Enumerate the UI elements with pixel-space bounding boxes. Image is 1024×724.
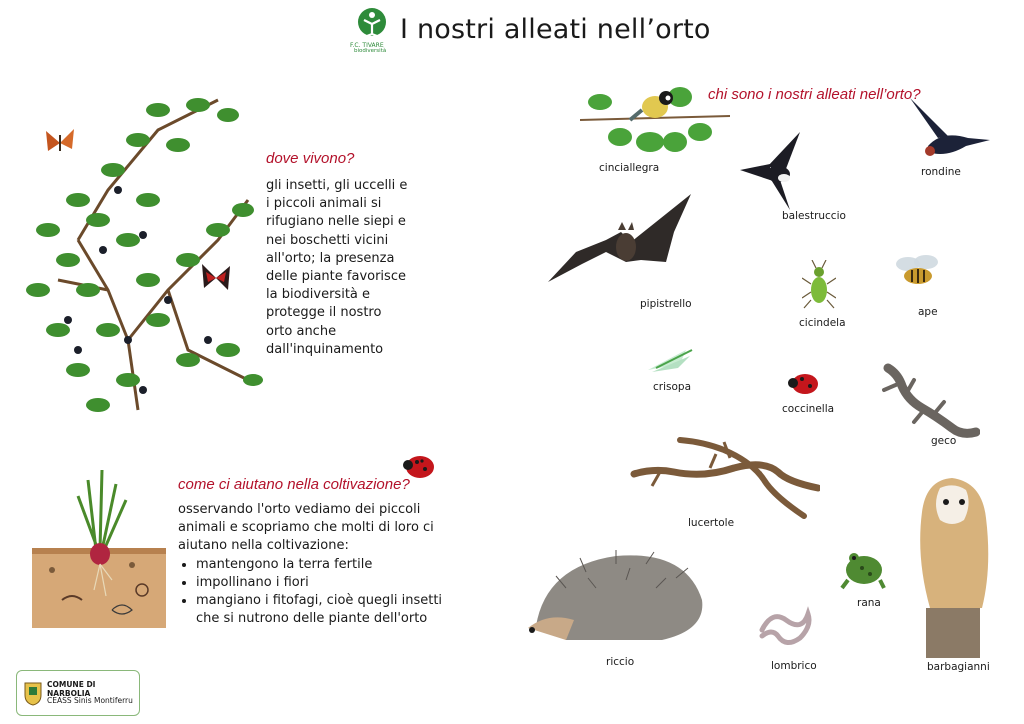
page-title: I nostri alleati nell’orto (400, 14, 711, 45)
rondine-illustration (908, 96, 992, 162)
allies-heading: chi sono i nostri alleati nell’orto? (708, 86, 921, 103)
help-paragraph (178, 501, 448, 628)
label-cinciallegra: cinciallegra (599, 162, 660, 174)
label-lombrico: lombrico (771, 660, 817, 672)
where-line: nei boschetti vicini (266, 232, 389, 248)
barbagianni-illustration (912, 474, 996, 658)
label-barbagianni: barbagianni (927, 661, 990, 673)
ape-illustration (892, 252, 944, 294)
where-line: i piccoli animali si (266, 196, 382, 212)
cinciallegra-illustration (580, 82, 730, 160)
help-line: animali e scopriamo che molti di loro ci (178, 520, 434, 536)
where-heading: dove vivono? (266, 150, 355, 167)
label-balestruccio: balestruccio (782, 210, 846, 222)
help-bullet: • mantengono la terra fertile (196, 556, 448, 574)
where-line: all'orto; la presenza (266, 250, 395, 266)
label-coccinella: coccinella (782, 403, 835, 415)
cicindela-illustration (802, 260, 836, 310)
coccinella-illustration (786, 370, 822, 396)
label-pipistrello: pipistrello (640, 298, 692, 310)
soil-plant-illustration (32, 470, 166, 628)
help-bullet: • impollinano i fiori (196, 574, 448, 592)
ceass-name: CEASS Sinis Montiferru (47, 696, 133, 705)
label-rana: rana (857, 597, 881, 609)
where-line: protegge il nostro (266, 305, 382, 321)
where-line: orto anche (266, 323, 337, 339)
riccio-illustration (526, 548, 706, 646)
municipality-name: COMUNE DI NARBOLIA (47, 680, 96, 698)
label-rondine: rondine (921, 166, 961, 178)
help-bullet-list (178, 556, 448, 629)
where-line: la biodiversità e (266, 287, 371, 303)
lombrico-illustration (758, 606, 812, 646)
help-line: aiutano nella coltivazione: (178, 538, 349, 554)
label-riccio: riccio (606, 656, 635, 668)
crisopa-illustration (646, 344, 694, 374)
rana-illustration (840, 546, 886, 590)
help-heading: come ci aiutano nella coltivazione? (178, 476, 410, 493)
logo-text: F.C. TIVARE (350, 42, 384, 49)
geco-illustration (880, 360, 980, 444)
help-line: osservando l'orto vediamo dei piccoli (178, 502, 421, 517)
butterfly-orange-icon (42, 125, 78, 161)
butterfly-red-icon (196, 258, 236, 298)
where-paragraph (266, 177, 426, 359)
where-line: gli insetti, gli uccelli e (266, 178, 408, 193)
municipality-badge (16, 670, 140, 716)
label-lucertole: lucertole (688, 517, 735, 529)
label-geco: geco (931, 435, 957, 447)
logo-subtext: biodiversità (354, 48, 387, 54)
label-crisopa: crisopa (653, 381, 692, 393)
label-cicindela: cicindela (799, 317, 846, 329)
balestruccio-illustration (740, 130, 810, 214)
where-line: delle piante favorisce (266, 269, 406, 285)
where-line: rifugiano nelle siepi e (266, 214, 406, 230)
coat-of-arms-icon (23, 679, 43, 707)
where-line: dall'inquinamento (266, 341, 384, 357)
help-bullet: • mangiano i fitofagi, cioè quegli insetti che si nutrono delle piante dell'orto (196, 592, 448, 628)
label-ape: ape (918, 306, 938, 318)
pipistrello-illustration (546, 192, 696, 290)
